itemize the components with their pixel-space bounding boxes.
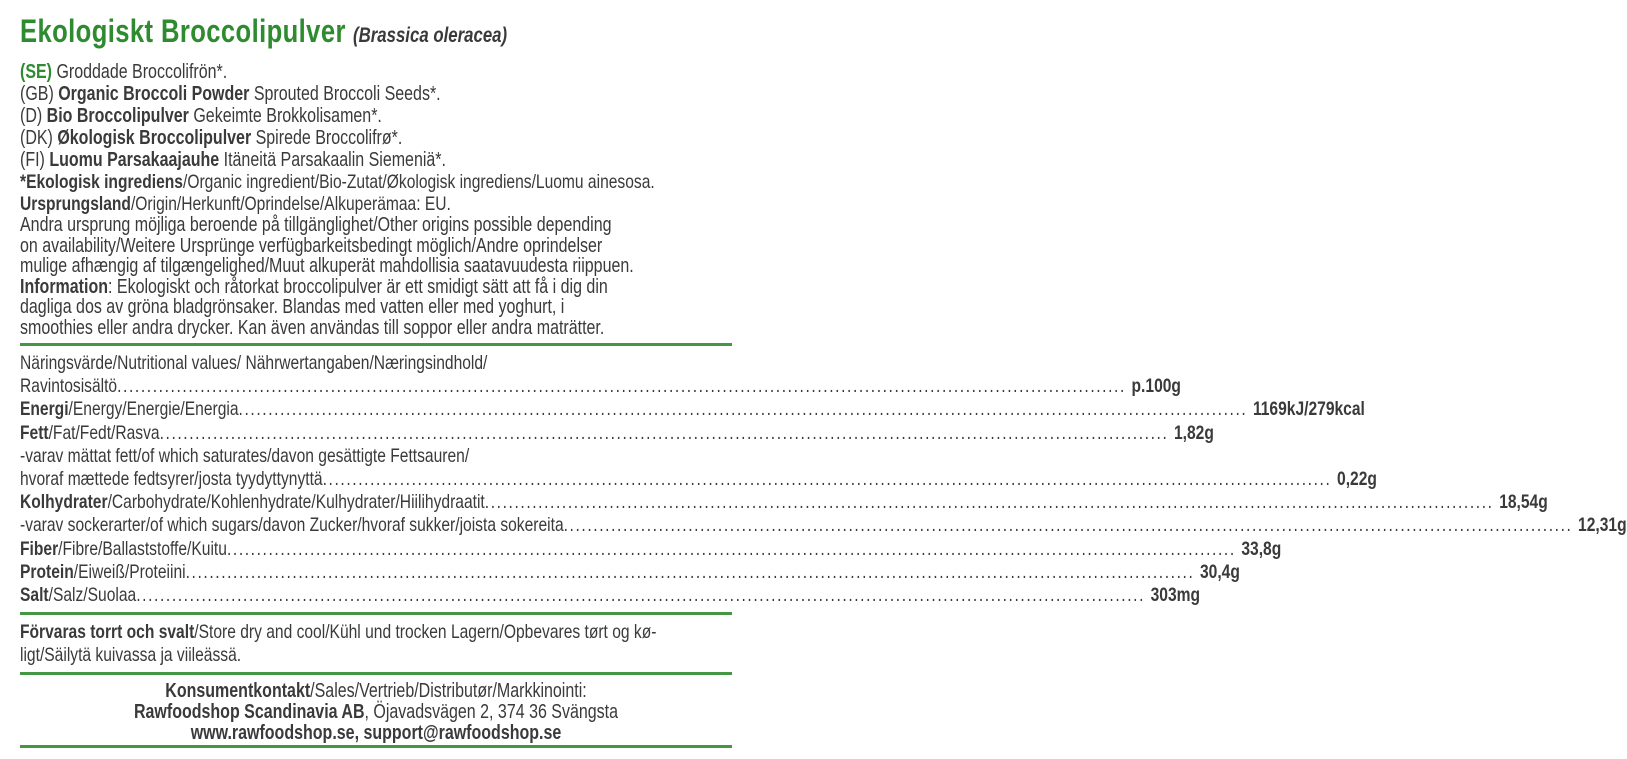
storage-line-2: ligt/Säilytä kuivassa ja viileässä. [20,643,242,666]
table-row-carbohydrate [20,491,1548,514]
organic-ingredient-note [20,171,732,193]
row-fat-bold: Fett [20,421,49,444]
dot-leader [323,468,1332,491]
row-sugars-value: 12,31g [1578,514,1627,537]
label-content [0,13,1627,748]
information-line-2: dagliga dos av gröna bladgrönsaker. Blandas med vatten eller med yoghurt, i [20,296,565,318]
divider-rule-contact-top [20,672,732,675]
lang-code-d: (D) [20,105,47,127]
nutrition-table [20,352,1627,607]
contact-line-1 [20,681,732,702]
row-fibre-rest: /Fibre/Ballaststoffe/Kuitu [58,537,227,560]
dot-leader [186,561,1195,584]
row-salt-bold: Salt [20,584,49,607]
organic-ingredient-rest: /Organic ingredient/Bio-Zutat/Økologisk ingrediens/Luomu ainesosa. [182,171,655,193]
nutrition-header-label-fi: Ravintosisältö [20,375,118,398]
row-carb-rest: /Carbohydrate/Kohlenhydrate/Kulhydrater/Hiilihydraatit [107,491,485,514]
row-fibre-value: 33,8g [1241,537,1282,560]
dot-leader [227,538,1236,561]
contact-label-bold: Konsumentkontakt [165,680,311,703]
dot-leader [239,398,1248,421]
contact-line-2 [20,702,732,723]
table-row-salt [20,584,1201,607]
row-carb-value: 18,54g [1499,491,1548,514]
organic-ingredient-bold: *Ekologisk ingrediens [20,171,183,193]
storage-bold: Förvaras torrt och svalt [20,621,195,644]
lang-text-fi: Itäneitä Parsakaalin Siemeniä*. [223,149,446,171]
language-line-gb [20,83,732,105]
row-fibre-bold: Fiber [20,537,59,560]
lang-text-dk: Spirede Broccolifrø*. [255,127,403,149]
row-salt-rest: /Salz/Suolaa [48,584,137,607]
lang-text-gb: Sprouted Broccoli Seeds*. [253,83,441,105]
origin-bold: Ursprungsland [20,193,131,215]
divider-rule-middle [20,612,732,615]
storage-line-1 [20,621,732,643]
row-protein-rest: /Eiweiß/Proteiini [73,560,186,583]
product-label [0,13,1627,759]
table-row-saturates-line-1: -varav mättat fett/of which saturates/davon gesättigte Fettsauren/ [20,444,470,467]
lang-text-se: Groddade Broccolifrön*. [56,61,228,83]
notes-block [20,171,732,215]
dot-leader [564,514,1573,537]
dot-leader [485,491,1494,514]
language-line-d [20,105,732,127]
origin-note-line-1: Andra ursprung möjliga beroende på tillgänglighet/Other origins possible depending [20,214,612,236]
table-row-fibre [20,537,1282,561]
page-title [20,14,732,55]
row-protein-value: 30,4g [1200,560,1240,583]
nutrition-header-bold: Näringsvärde [20,352,113,374]
information-bold: Information [20,275,108,298]
table-row-sugars [20,514,1627,537]
storage-instructions [20,621,732,666]
information-rest: : Ekologiskt och råtorkat broccolipulver är ett smidigt sätt att få i dig din [108,275,608,298]
information-line-3: smoothies eller andra drycker. Kan även användas till soppor eller andra maträtter. [20,316,605,339]
information-paragraph [20,277,732,339]
nutrition-header-rest: /Nutritional values/ Nährwertangaben/Næringsindhold/ [112,352,488,374]
company-name: Rawfoodshop Scandinavia AB [133,700,365,723]
lang-bold-fi: Luomu Parsakaajauhe [49,149,224,171]
origin-line [20,193,732,215]
contact-block [20,681,732,743]
lang-code-dk: (DK) [20,127,58,149]
row-fat-value: 1,82g [1173,421,1214,444]
dot-leader [160,422,1169,445]
contact-web-email: www.rawfoodshop.se, support@rawfoodshop.se [190,721,562,744]
per-100g-unit: p.100g [1131,375,1181,398]
origin-availability-note [20,215,732,277]
lang-code-gb: (GB) [20,83,59,105]
latin-name: (Brassica oleracea) [353,24,508,47]
origin-note-line-3: mulige afhængig af tilgængelighed/Muut alkuperät mahdollisia saatavuudesta riippuen. [20,255,634,277]
origin-rest: /Origin/Herkunft/Oprindelse/Alkuperämaa: EU. [130,193,451,215]
divider-rule-bottom [20,745,732,748]
row-energy-bold: Energi [20,398,69,421]
row-fat-rest: /Fat/Fedt/Rasva [48,421,160,444]
contact-label-rest: /Sales/Vertrieb/Distributør/Markkinointi: [310,680,587,703]
row-energy-rest: /Energy/Energie/Energia [68,398,239,421]
dot-leader [117,375,1126,398]
row-energy-value: 1169kJ/279kcal [1252,398,1365,421]
company-address: , Öjavadsvägen 2, 374 36 Svängsta [364,700,619,723]
dot-leader [136,584,1145,607]
table-row-fat [20,421,1214,445]
divider-rule-top [20,343,732,346]
lang-text-d: Gekeimte Brokkolisamen*. [193,105,382,127]
storage-rest: /Store dry and cool/Kühl und trocken Lagern/Opbevares tørt og kø- [194,621,657,644]
lang-code-se: (SE) [20,61,57,83]
information-line-1 [20,277,732,298]
language-line-dk [20,127,732,149]
table-row-saturates-line-2 [20,468,1377,491]
row-saturates-rest: hvoraf mættede fedtsyrer/josta tyydyttynyttä [20,468,323,491]
lang-bold-gb: Organic Broccoli Powder [58,83,254,105]
nutrition-header-line-1 [20,352,732,375]
lang-bold-dk: Økologisk Broccolipulver [57,127,256,149]
nutrition-header-line-2 [20,375,1181,398]
lang-bold-d: Bio Broccolipulver [46,105,194,127]
origin-note-line-2: on availability/Weitere Ursprünge verfügbarkeitsbedingt möglich/Andre oprindelser [20,234,603,257]
row-saturates-value: 0,22g [1337,468,1377,491]
row-carb-bold: Kolhydrater [20,491,108,514]
table-row-protein [20,560,1240,584]
table-row-energy [20,398,1365,421]
product-name: Ekologiskt Broccolipulver [20,13,346,49]
row-protein-bold: Protein [20,560,74,583]
row-salt-value: 303mg [1150,584,1201,607]
language-line-fi [20,149,732,171]
row-sugars-rest: -varav sockerarter/of which sugars/davon Zucker/hvoraf sukker/joista sokereita [20,514,564,537]
language-list [20,61,732,171]
language-line-se [20,61,732,83]
lang-code-fi: (FI) [20,149,50,171]
